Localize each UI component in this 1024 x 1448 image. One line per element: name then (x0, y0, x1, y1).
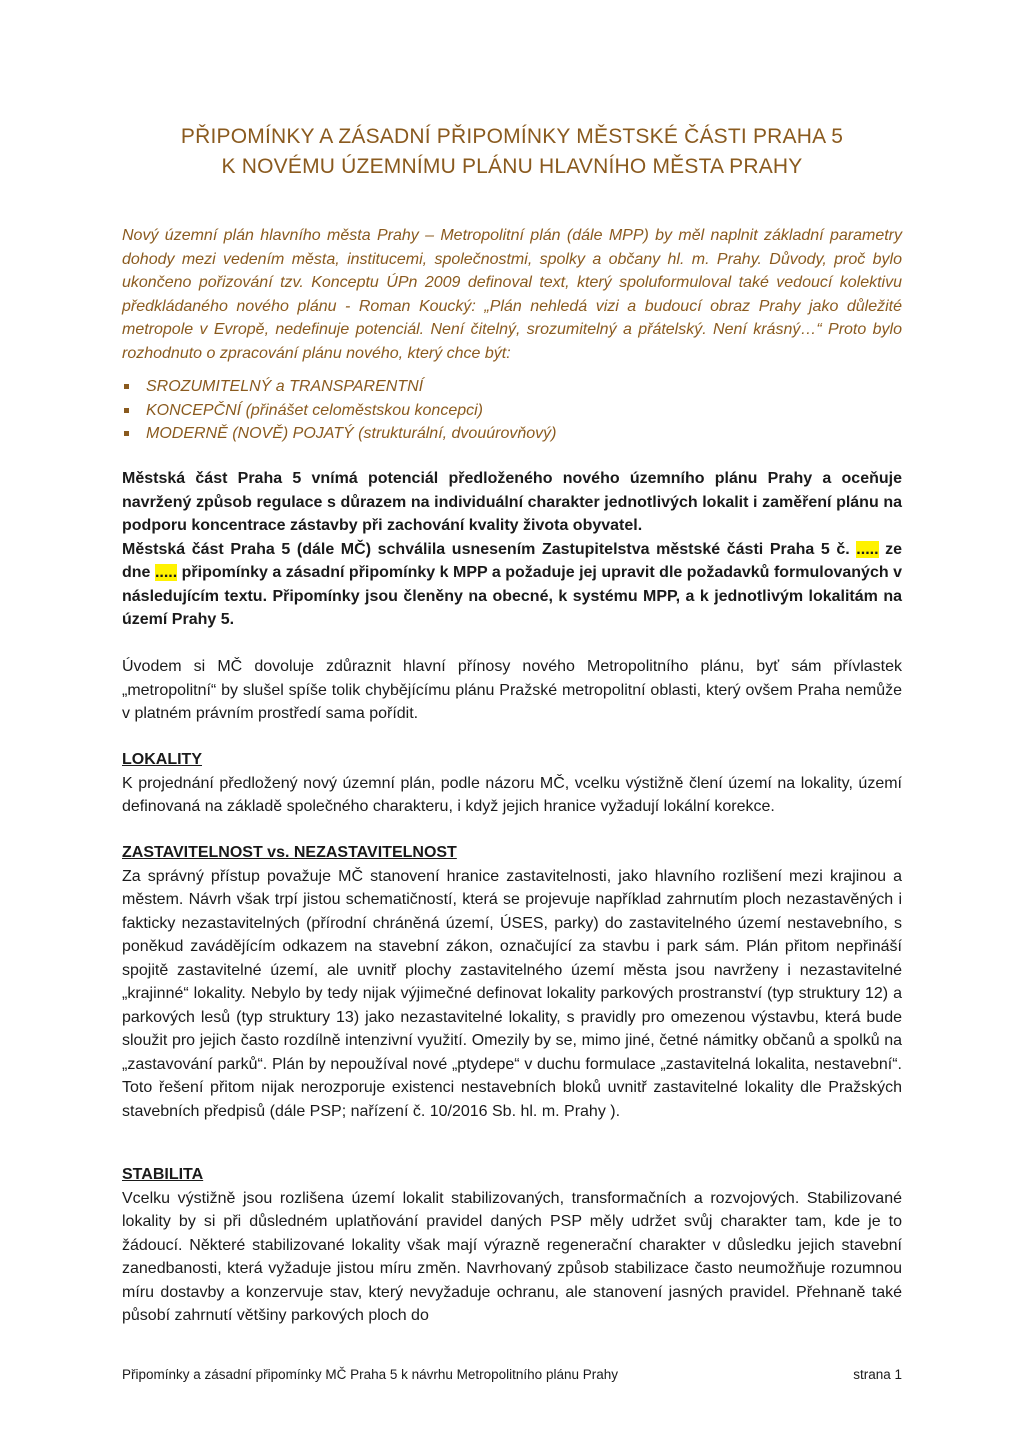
page-number: strana 1 (853, 1367, 902, 1382)
section-lokality (122, 748, 902, 819)
resolution-date-placeholder: ..... (154, 564, 178, 581)
section-text: Vcelku výstižně jsou rozlišena území lokalit stabilizovaných, transformačních a rozvojových. Stabilizované lokality by si při důsledném uplatňování pravidel daných PSP měly udržet svůj charakter tam, kde je to žádoucí. Některé stabilizované lokality však mají výrazně regenerační charakter v důsledku jejich stavební zanedbanosti, která vyžaduje jistou míru změn. Navrhovaný způsob stabilizace často neumožňuje rozumnou míru dostavby a konzervuje stav, který nevyžaduje ochranu, ale stanovení jasných pravidel. Přehnaně také působí zahrnutí většiny parkových ploch do (122, 1189, 902, 1324)
resolution-block (122, 467, 902, 632)
list-item: MODERNĚ (NOVĚ) POJATÝ (strukturální, dvouúrovňový) (122, 422, 902, 446)
goals-list (122, 375, 902, 446)
section-heading: ZASTAVITELNOST vs. NEZASTAVITELNOST (122, 844, 457, 861)
resolution-number-placeholder: ..... (856, 540, 879, 558)
page-footer (122, 1367, 902, 1382)
uvod-paragraph: Úvodem si MČ dovoluje zdůraznit hlavní přínosy nového Metropolitního plánu, byť sám přívlastek „metropolitní“ by slušel spíše tolik chybějícímu plánu Pražské metropolitní oblasti, který ovšem Praha nemůže v platném právním prostředí sama pořídit. (122, 658, 902, 722)
section-text: Za správný přístup považuje MČ stanovení hranice zastavitelnosti, jako hlavního rozlišení mezi krajinou a městem. Návrh však trpí jistou schematičností, která se projevuje například zahrnutím ploch nezastavěných i fakticky nezastavitelných (přírodní chráněná území, ÚSES, parky) do zastavitelného území nestavebního, s poněkud zavádějícím odkazem na stavební zákon, označující za stavbu i park sám. Plán přitom nepřináší spojitě zastavitelné území, ale uvnitř plochy zastavitelného území města jsou navrženy i nezastavitelné „krajinné“ lokality. Nebylo by tedy nijak výjimečné definovat lokality parkových prostranství (typ struktury 12) a parkových lesů (typ struktury 13) jako nezastavitelné lokality, s pravidly pro omezenou výstavbu, která bude sloužit pro jejich často rozdílně intenzivní využití. Omezily by se, mimo jiné, četné námitky občanů a spolků na „zastavování parků“. Plán by nepoužíval nové „ptydepe“ v duchu formulace „zastavitelná lokalita, nestavební“. Toto řešení přitom nijak nerozporuje existenci nestavebních bloků uvnitř zastavitelné lokality dle Pražských stavebních předpisů (dále PSP; nařízení č. 10/2016 Sb. hl. m. Prahy ). (122, 867, 902, 1120)
section-zastavitelnost (122, 841, 902, 1123)
document-title (100, 122, 924, 182)
section-text: K projednání předložený nový územní plán, podle názoru MČ, vcelku výstižně člení území na lokality, území definovaná na základě společného charakteru, i když jejich hranice vyžadují lokální korekce. (122, 774, 902, 815)
resolution-text-c: připomínky a zásadní připomínky k MPP a požaduje jej upravit dle požadavků formulovaných v následujícím textu. Připomínky jsou členěny na obecné, k systému MPP, a k jednotlivým lokalitám na území Prahy 5. (122, 564, 903, 628)
list-item: KONCEPČNÍ (přinášet celoměstskou koncepci) (122, 399, 902, 423)
resolution-paragraph-2 (122, 538, 902, 632)
footer-document-title: Připomínky a zásadní připomínky MČ Praha 5 k návrhu Metropolitního plánu Prahy (122, 1367, 618, 1382)
section-heading: LOKALITY (122, 751, 202, 768)
intro-paragraph: Nový územní plán hlavního města Prahy – Metropolitní plán (dále MPP) by měl naplnit základní parametry dohody mezi vedením města, institucemi, společnostmi, spolky a občany hl. m. Prahy. Důvody, proč bylo ukončeno pořizování tzv. Konceptu ÚPn 2009 definoval text, který spoluformuloval také vedoucí kolektivu předkládaného nového plánu - Roman Koucký: „Plán nehledá vizi a budoucí obraz Prahy jako důležité metropole v Evropě, nedefinuje potenciál. Není čitelný, srozumitelný a přátelský. Není krásný…“ Proto bylo rozhodnuto o zpracování plánu nového, který chce být: (122, 227, 902, 362)
section-stabilita (122, 1163, 902, 1328)
resolution-text-a: Městská část Praha 5 (dále MČ) schválila usnesením Zastupitelstva městské části Praha 5 č. (122, 540, 857, 558)
section-heading: STABILITA (122, 1166, 204, 1183)
title-line-1: PŘIPOMÍNKY A ZÁSADNÍ PŘIPOMÍNKY MĚSTSKÉ ČÁSTI PRAHA 5 (180, 125, 844, 148)
resolution-text-b: ze dne (122, 540, 903, 581)
list-item: SROZUMITELNÝ a TRANSPARENTNÍ (122, 375, 902, 399)
resolution-paragraph-1: Městská část Praha 5 vnímá potenciál předloženého nového územního plánu Prahy a oceňuje navržený způsob regulace s důrazem na individuální charakter jednotlivých lokalit i zaměření plánu na podporu koncentrace zástavby při zachování kvality života obyvatel. (122, 470, 902, 534)
title-line-2: K NOVÉMU ÚZEMNÍMU PLÁNU HLAVNÍHO MĚSTA PRAHY (221, 155, 803, 178)
